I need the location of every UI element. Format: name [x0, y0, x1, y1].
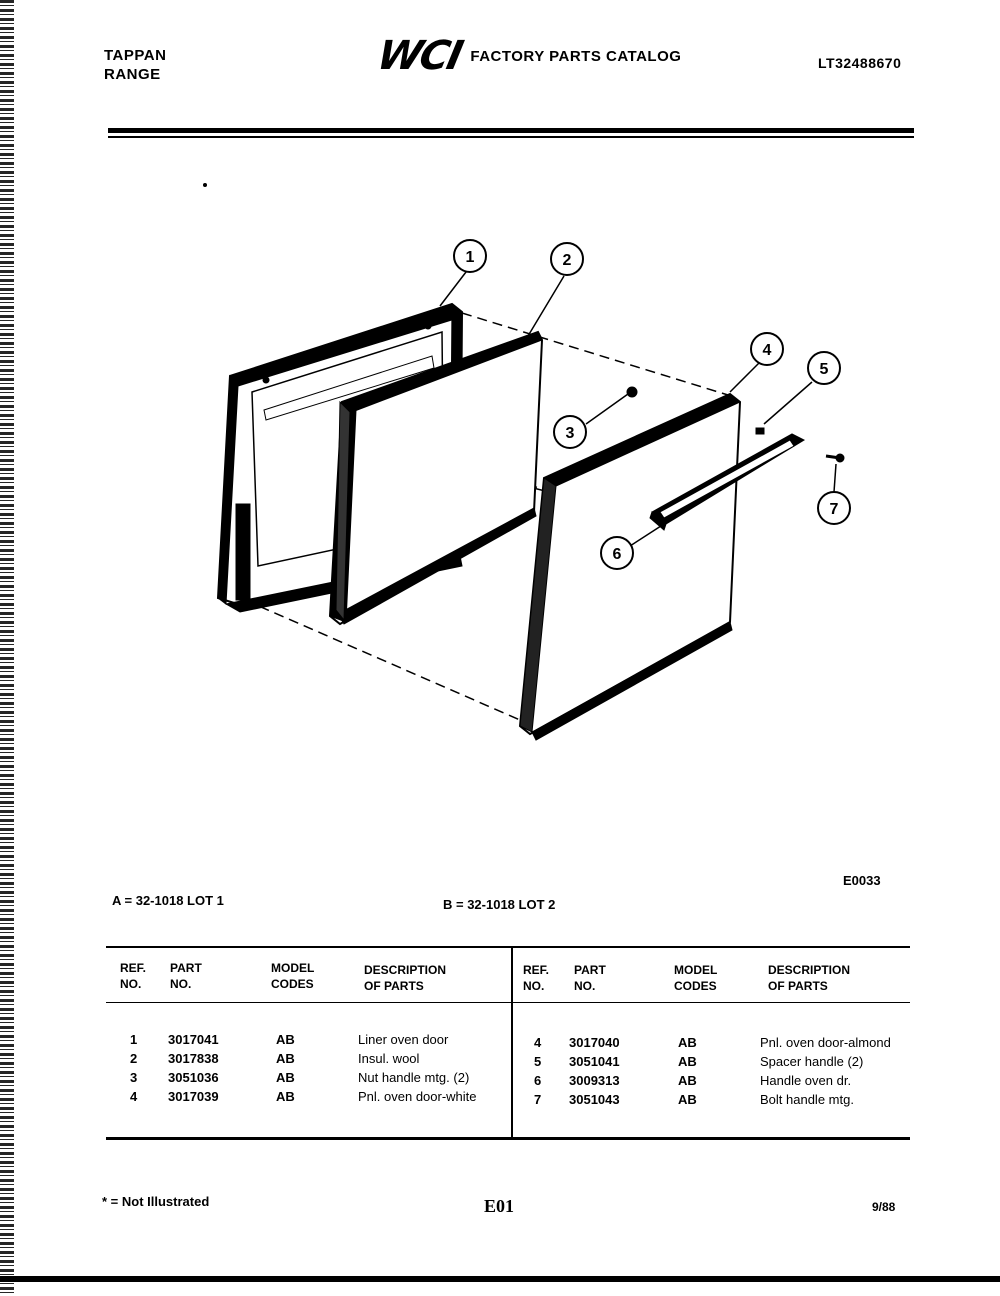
header-model-codes: MODEL CODES	[271, 961, 315, 991]
callout-1-label: 1	[465, 249, 475, 266]
callout-5-label: 5	[819, 361, 829, 378]
footnote-not-illustrated: * = Not Illustrated	[102, 1194, 210, 1209]
part-5-spacer-handle	[756, 428, 764, 434]
page-number: E01	[484, 1196, 515, 1216]
figure-code: E0033	[843, 873, 881, 888]
table-divider	[511, 948, 513, 1138]
header-ref-no: REF. NO.	[120, 961, 147, 991]
part-7-bolt-handle-mtg	[826, 454, 844, 462]
brand-name: TAPPAN	[104, 47, 167, 64]
table-row: AB AB AB AB	[276, 1032, 295, 1104]
product-type: RANGE	[104, 66, 161, 83]
part-4-oven-door-panel	[520, 394, 740, 740]
header-ref-no-right: REF. NO.	[523, 963, 550, 993]
table-row: Liner oven door Insul. wool Nut handle mtg. (2) Pnl. oven door-white	[358, 1032, 477, 1104]
table-rule-top	[106, 946, 910, 948]
header-part-no: PART NO.	[170, 961, 202, 991]
lot-a-legend: A = 32-1018 LOT 1	[112, 893, 224, 908]
revision-date: 9/88	[872, 1200, 896, 1214]
lot-b-legend: B = 32-1018 LOT 2	[443, 897, 556, 912]
header-part-no-right: PART NO.	[574, 963, 606, 993]
header-description: DESCRIPTION OF PARTS	[364, 963, 447, 993]
header-description-right: DESCRIPTION OF PARTS	[768, 963, 851, 993]
table-row: AB AB AB AB	[678, 1035, 697, 1107]
header-model-codes-right: MODEL CODES	[674, 963, 718, 993]
catalog-title: FACTORY PARTS CATALOG	[470, 47, 682, 65]
table-row: 1 2 3 4	[130, 1032, 138, 1104]
model-number: LT32488670	[818, 55, 902, 71]
table-rule-bottom	[106, 1137, 910, 1140]
table-row: 4 5 6 7	[534, 1035, 542, 1107]
table-row: 3017040 3051041 3009313 3051043	[569, 1035, 620, 1107]
bottom-border	[0, 1276, 1000, 1282]
table-row: Pnl. oven door-almond Spacer handle (2) Handle oven dr. Bolt handle mtg.	[760, 1035, 891, 1107]
table-row: 3017041 3017838 3051036 3017039	[168, 1032, 219, 1104]
callout-6-label: 6	[612, 546, 622, 563]
wci-logo: WCI	[373, 33, 466, 79]
callout-7-label: 7	[829, 501, 839, 518]
callout-4-label: 4	[762, 342, 772, 359]
part-3-nut-handle-mtg	[627, 387, 637, 397]
callout-3-label: 3	[565, 425, 575, 442]
table-rule-header	[106, 1002, 910, 1003]
callout-2-label: 2	[562, 252, 572, 269]
